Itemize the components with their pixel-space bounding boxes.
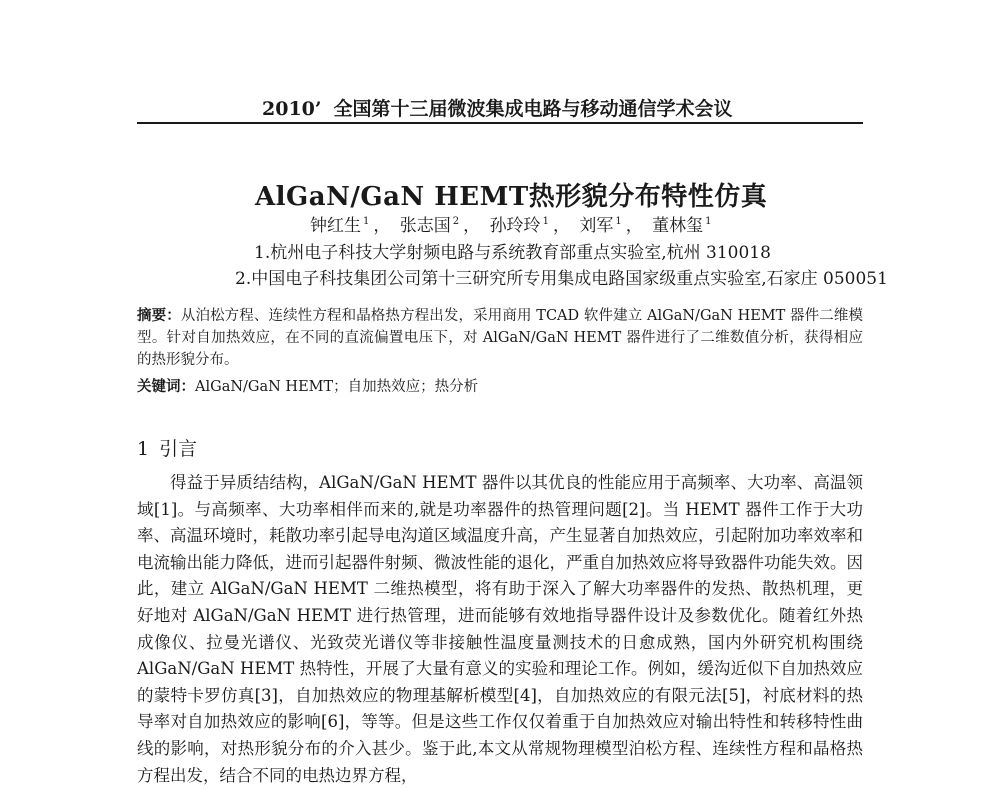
affiliation-2: 2.中国电子科技集团公司第十三研究所专用集成电路国家级重点实验室,石家庄 050051	[235, 269, 888, 289]
body-paragraph: 得益于异质结结构，AlGaN/GaN HEMT 器件以其优良的性能应用于高频率、大功率、高温领域[1]。与高频率、大功率相伴而来的,就是功率器件的热管理问题[2]。当 HEMT 器件工作于大功率、高温环境时，耗散功率引起导电沟道区域温度升高，产生显著自加热效应，引起附加功率效率和电流输出能力降低，进而引起器件射频、微波性能的退化，严重自加热效应将导致器件功能失效。因此，建立 AlGaN/GaN HEMT 二维热模型，将有助于深入了解大功率器件的发热、散热机理，更好地对 AlGaN/GaN HEMT 进行热管理，进而能够有效地指导器件设计及参数优化。随着红外热成像仪、拉曼光谱仪、光致荧光谱仪等非接触性温度量测技术的日愈成熟，国内外研究机构围绕 AlGaN/GaN HEMT 热特性，开展了大量有意义的实验和理论工作。例如，缓沟近似下自加热效应的蒙特卡罗仿真[3]，自加热效应的物理基解析模型[4]，自加热效应的有限元法[5]，衬底材料的热导率对自加热效应的影响[6]，等等。但是这些工作仅仅着重于自加热效应对输出特性和转移特性曲线的影响，对热形貌分布的介入甚少。鉴于此,本文从常规物理模型泊松方程、连续性方程和晶格热方程出发，结合不同的电热边界方程，	[137, 473, 863, 785]
author-affiliation-mark: 1	[363, 216, 370, 228]
author-name: 刘军	[579, 216, 614, 236]
author-list	[310, 211, 712, 236]
affiliation-1: 1.杭州电子科技大学射频电路与系统教育部重点实验室,杭州 310018	[254, 243, 771, 263]
abstract	[137, 305, 863, 371]
conference-header	[262, 94, 733, 121]
author	[579, 216, 621, 236]
section-number: 1	[137, 438, 150, 460]
author-affiliation-mark: 1	[705, 216, 712, 228]
author-name: 钟红生	[310, 216, 361, 236]
abstract-label: 摘要：	[137, 307, 181, 324]
conference-name: 全国第十三届微波集成电路与移动通信学术会议	[333, 98, 733, 120]
conference-year: 2010’	[262, 98, 322, 120]
author-separator: ，	[373, 216, 391, 236]
keywords-text: AlGaN/GaN HEMT；自加热效应；热分析	[195, 379, 479, 395]
author-separator: ，	[552, 216, 570, 236]
author-name: 董林玺	[652, 216, 704, 236]
author	[400, 216, 459, 236]
author	[490, 216, 549, 236]
section-title: 引言	[159, 438, 198, 460]
section-heading	[137, 434, 197, 461]
author-affiliation-mark: 2	[452, 216, 460, 228]
author	[652, 216, 711, 236]
author-name: 孙玲玲	[489, 216, 541, 236]
author-separator: ，	[463, 216, 481, 236]
author	[310, 216, 369, 236]
keywords-label: 关键词：	[137, 378, 195, 395]
abstract-text: 从泊松方程、连续性方程和晶格热方程出发，采用商用 TCAD 软件建立 AlGaN/GaN HEMT 器件二维模型。针对自加热效应，在不同的直流偏置电压下，对 AlGaN/GaN HEMT 器件进行了二维数值分析，获得相应的热形貌分布。	[137, 308, 863, 368]
author-affiliation-mark: 1	[615, 216, 622, 228]
author-name: 张志国	[399, 216, 451, 236]
header-rule	[137, 122, 863, 124]
author-separator: ，	[625, 216, 643, 236]
keywords	[137, 375, 863, 396]
author-affiliation-mark: 1	[542, 216, 549, 228]
paper-title: AlGaN/GaN HEMT热形貌分布特性仿真	[255, 182, 768, 212]
